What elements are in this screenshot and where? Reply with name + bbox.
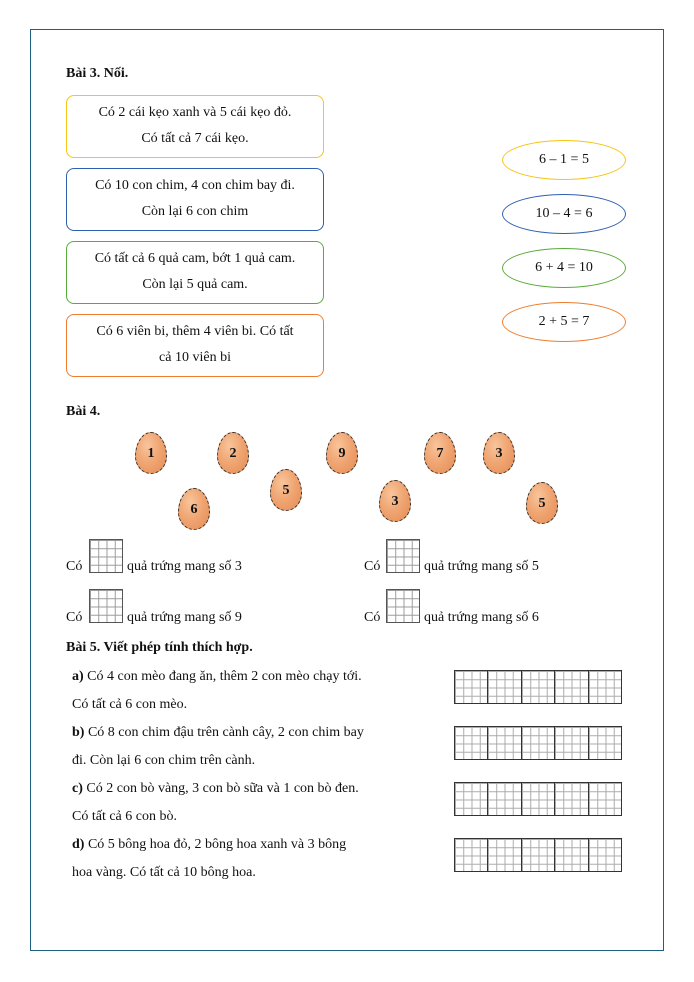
egg: 1 bbox=[135, 432, 167, 474]
equation-oval-4[interactable]: 2 + 5 = 7 bbox=[502, 302, 626, 342]
question-1-prefix: Có bbox=[66, 559, 83, 574]
answer-grid-c[interactable] bbox=[454, 782, 622, 816]
problem-c bbox=[72, 775, 408, 831]
egg: 6 bbox=[178, 488, 210, 530]
problem-c-label: c) bbox=[72, 781, 83, 796]
question-4-suffix: quả trứng mang số 6 bbox=[424, 610, 539, 625]
problem-d-line2: hoa vàng. Có tất cả 10 bông hoa. bbox=[72, 865, 256, 880]
match-box-1-line1: Có 2 cái kẹo xanh và 5 cái kẹo đỏ. bbox=[98, 105, 292, 120]
egg: 3 bbox=[483, 432, 515, 474]
bai4-title: Bài 4. bbox=[66, 404, 101, 419]
bai3-title: Bài 3. Nối. bbox=[66, 66, 129, 81]
answer-box-4[interactable] bbox=[386, 589, 420, 623]
answer-box-1[interactable] bbox=[89, 539, 123, 573]
equation-oval-3[interactable]: 6 + 4 = 10 bbox=[502, 248, 626, 288]
problem-b-label: b) bbox=[72, 725, 85, 740]
match-box-3[interactable] bbox=[66, 241, 324, 304]
equation-oval-1[interactable]: 6 – 1 = 5 bbox=[502, 140, 626, 180]
problem-b-line1: Có 8 con chim đậu trên cành cây, 2 con chim bay bbox=[87, 725, 364, 740]
answer-box-2[interactable] bbox=[386, 539, 420, 573]
match-box-2-line2: Còn lại 6 con chim bbox=[141, 204, 249, 219]
egg: 2 bbox=[217, 432, 249, 474]
problem-b bbox=[72, 719, 408, 775]
match-box-4-line1: Có 6 viên bi, thêm 4 viên bi. Có tất bbox=[96, 324, 294, 339]
egg: 9 bbox=[326, 432, 358, 474]
problem-c-line2: Có tất cả 6 con bò. bbox=[72, 809, 177, 824]
answer-grid-d[interactable] bbox=[454, 838, 622, 872]
egg: 5 bbox=[526, 482, 558, 524]
bai5-title: Bài 5. Viết phép tính thích hợp. bbox=[66, 640, 253, 655]
egg: 7 bbox=[424, 432, 456, 474]
match-box-2[interactable] bbox=[66, 168, 324, 231]
question-2-suffix: quả trứng mang số 5 bbox=[424, 559, 539, 574]
problem-b-line2: đi. Còn lại 6 con chim trên cành. bbox=[72, 753, 256, 768]
match-box-3-line1: Có tất cả 6 quả cam, bớt 1 quả cam. bbox=[94, 251, 296, 266]
egg: 3 bbox=[379, 480, 411, 522]
match-box-4-line2: cả 10 viên bi bbox=[159, 350, 231, 365]
match-box-3-line2: Còn lại 5 quả cam. bbox=[142, 277, 248, 292]
problem-c-line1: Có 2 con bò vàng, 3 con bò sữa và 1 con bò đen. bbox=[86, 781, 359, 796]
question-3-suffix: quả trứng mang số 9 bbox=[127, 610, 242, 625]
match-box-2-line1: Có 10 con chim, 4 con chim bay đi. bbox=[95, 178, 295, 193]
problem-a-label: a) bbox=[72, 669, 84, 684]
problem-a-line1: Có 4 con mèo đang ăn, thêm 2 con mèo chạy tới. bbox=[87, 669, 362, 684]
problem-d bbox=[72, 831, 408, 887]
question-3-prefix: Có bbox=[66, 610, 83, 625]
answer-grid-b[interactable] bbox=[454, 726, 622, 760]
answer-grid-a[interactable] bbox=[454, 670, 622, 704]
question-1-suffix: quả trứng mang số 3 bbox=[127, 559, 242, 574]
problem-a-line2: Có tất cả 6 con mèo. bbox=[72, 697, 188, 712]
match-box-4[interactable] bbox=[66, 314, 324, 377]
problem-a bbox=[72, 663, 408, 719]
answer-box-3[interactable] bbox=[89, 589, 123, 623]
problem-d-label: d) bbox=[72, 837, 85, 852]
equation-oval-2[interactable]: 10 – 4 = 6 bbox=[502, 194, 626, 234]
egg: 5 bbox=[270, 469, 302, 511]
question-4-prefix: Có bbox=[364, 610, 381, 625]
problem-d-line1: Có 5 bông hoa đỏ, 2 bông hoa xanh và 3 bông bbox=[87, 837, 347, 852]
question-2-prefix: Có bbox=[364, 559, 381, 574]
match-box-1-line2: Có tất cả 7 cái kẹo. bbox=[141, 131, 249, 146]
match-box-1[interactable] bbox=[66, 95, 324, 158]
